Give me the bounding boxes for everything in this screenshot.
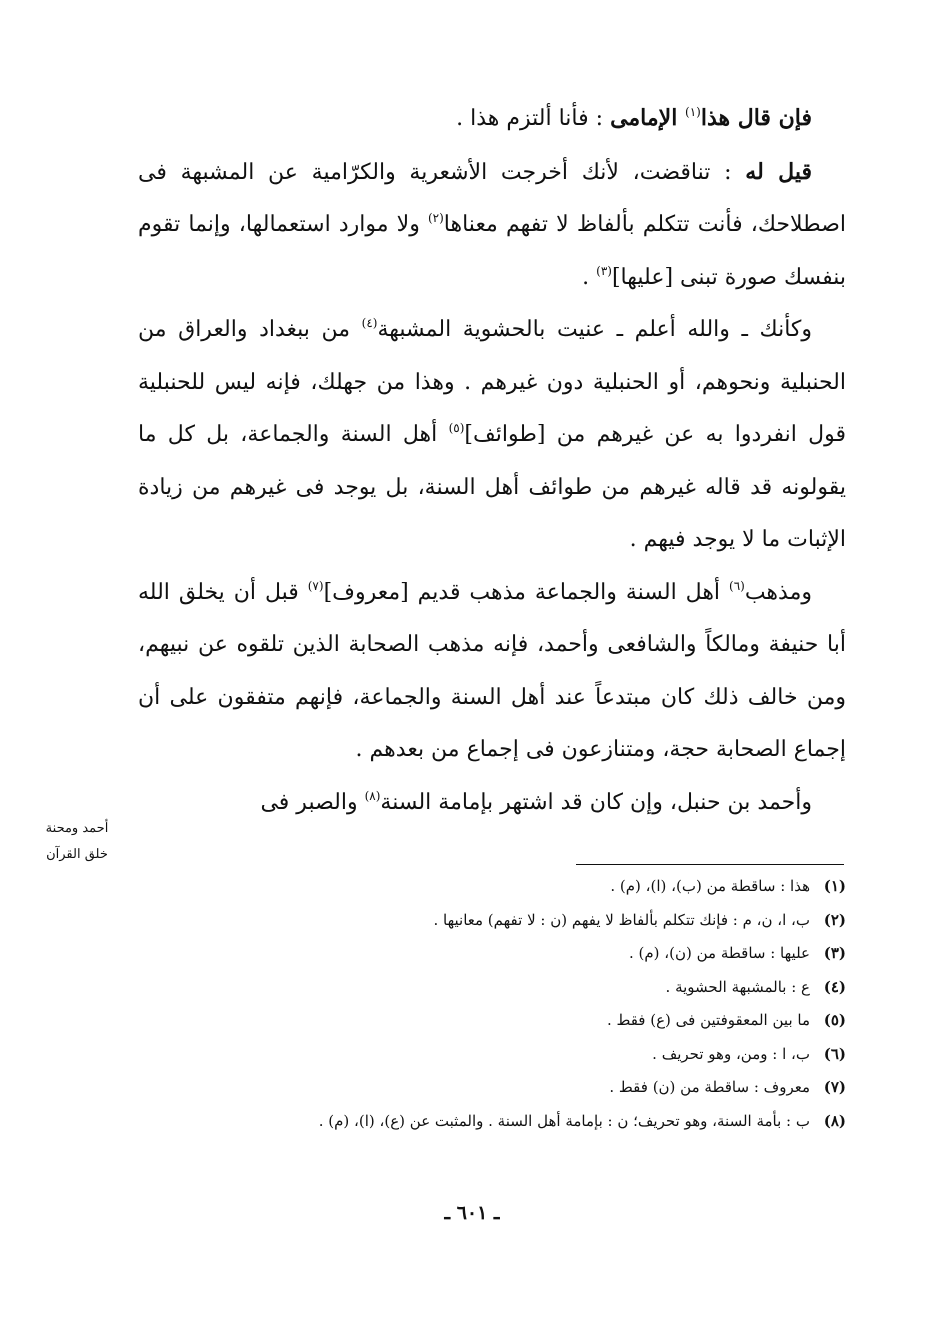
text-run: ومذهب (744, 579, 812, 605)
footnote-ref: (٤) (361, 316, 378, 330)
paragraph-3 (138, 304, 846, 567)
paragraph-5 (138, 777, 846, 830)
footnote (140, 904, 846, 938)
footnote-ref: (٨) (364, 788, 381, 803)
paragraph-4 (138, 567, 846, 777)
margin-note (16, 816, 138, 868)
footnote (140, 1105, 846, 1139)
footnote-text: ب، ا، ن، م : فإنك تتكلم بألفاظ لا يفهم (ن : لا تفهم) معانيها . (433, 910, 810, 929)
footnote-ref: (٦) (729, 578, 745, 593)
text-run: والصبر فى (260, 789, 365, 815)
footnote-text: ب، ا : ومن، وهو تحريف . (652, 1044, 810, 1063)
text-run: : تناقضت، لأنك أخرجت الأشعرية والكرّامية عن المشبهة فى اصطلاحك، فأنت تتكلم بألفاظ لا تفهم معناها (138, 159, 846, 237)
footnote-text: ع : بالمشبهة الحشوية . (665, 977, 810, 996)
footnote-ref: (٢) (427, 211, 444, 225)
footnote-number: (٢) (823, 910, 846, 929)
bold-lead: فإن قال هذا (700, 105, 812, 131)
footnote-ref: (٧) (307, 578, 324, 593)
text-run: ولا موارد استعمالها، وإنما تقوم بنفسك صورة تبنى [عليها] (138, 212, 846, 290)
footnote (140, 1004, 846, 1038)
footnote-number: (٣) (823, 944, 846, 962)
footnote-text: هذا : ساقطة من (ب)، (ا)، (م) . (610, 877, 810, 895)
footnote-ref: (١) (685, 105, 701, 119)
footnote-text: معروف : ساقطة من (ن) فقط . (609, 1078, 810, 1096)
footnote (140, 971, 846, 1005)
footnote-ref: (٥) (448, 421, 465, 435)
footnote-number: (٥) (823, 1011, 846, 1029)
footnote (140, 937, 846, 971)
main-text (138, 92, 846, 829)
footnote-text: ب : بأمة السنة، وهو تحريف؛ ن : بإمامة أهل السنة . والمثبت عن (ع)، (ا)، (م) . (318, 1111, 810, 1130)
footnote-number: (٤) (823, 977, 846, 996)
text-run: : فأنا ألتزم هذا . (456, 106, 611, 131)
footnote (140, 870, 846, 904)
footnote-divider (576, 864, 844, 865)
footnote-number: (٦) (823, 1044, 846, 1063)
footnote-text: عليها : ساقطة من (ن)، (م) . (628, 944, 810, 962)
margin-note-line: أحمد ومحنة (45, 821, 109, 836)
margin-note-line: خلق القرآن (46, 847, 108, 862)
footnote-number: (١) (823, 877, 846, 895)
text-run: قبل أن يخلق الله أبا حنيفة ومالكاً والشافعى وأحمد، فإنه مذهب الصحابة الذين تلقوه عن نبيهم، ومن خالف ذلك كان مبتدعاً عند أهل السنة والجماعة، فإنهم متفقون على أن إجماع الصحابة حجة، ومتنازعون فى إجماع من بعدهم . (138, 579, 846, 762)
text-run: أهل السنة والجماعة، بل كل ما يقولونه قد قاله غيرهم من طوائف أهل السنة، بل يوجد فى غيرهم من زيادة الإثبات ما لا يوجد فيهم . (138, 422, 846, 552)
footnote (140, 1071, 846, 1105)
footnote-number: (٧) (823, 1078, 846, 1096)
paragraph-1 (138, 92, 846, 146)
text-run: من ببغداد والعراق من الحنبلية ونحوهم، أو الحنبلية دون غيرهم . وهذا من جهلك، فإنه ليس للحنبلية قول انفردوا به عن غيرهم من [طوائف] (138, 317, 847, 447)
footnotes (140, 870, 846, 1138)
bold-lead: قيل له (745, 158, 812, 185)
page-number: ـ ٦٠١ ـ (444, 1202, 500, 1224)
footnote (140, 1038, 846, 1072)
paragraph-2 (138, 146, 846, 305)
text-run: . (582, 264, 597, 290)
text-run: أهل السنة والجماعة مذهب قديم [معروف] (323, 579, 729, 605)
footnote-text: ما بين المعقوفتين فى (ع) فقط . (606, 1011, 810, 1029)
text-run: وكأنك ـ والله أعلم ـ عنيت بالحشوية المشبهة (377, 317, 812, 342)
text-run: وأحمد بن حنبل، وإن كان قد اشتهر بإمامة السنة (380, 789, 812, 815)
footnote-number: (٨) (823, 1111, 846, 1130)
footnote-ref: (٣) (596, 263, 612, 278)
bold-lead: الإمامى (610, 105, 685, 131)
